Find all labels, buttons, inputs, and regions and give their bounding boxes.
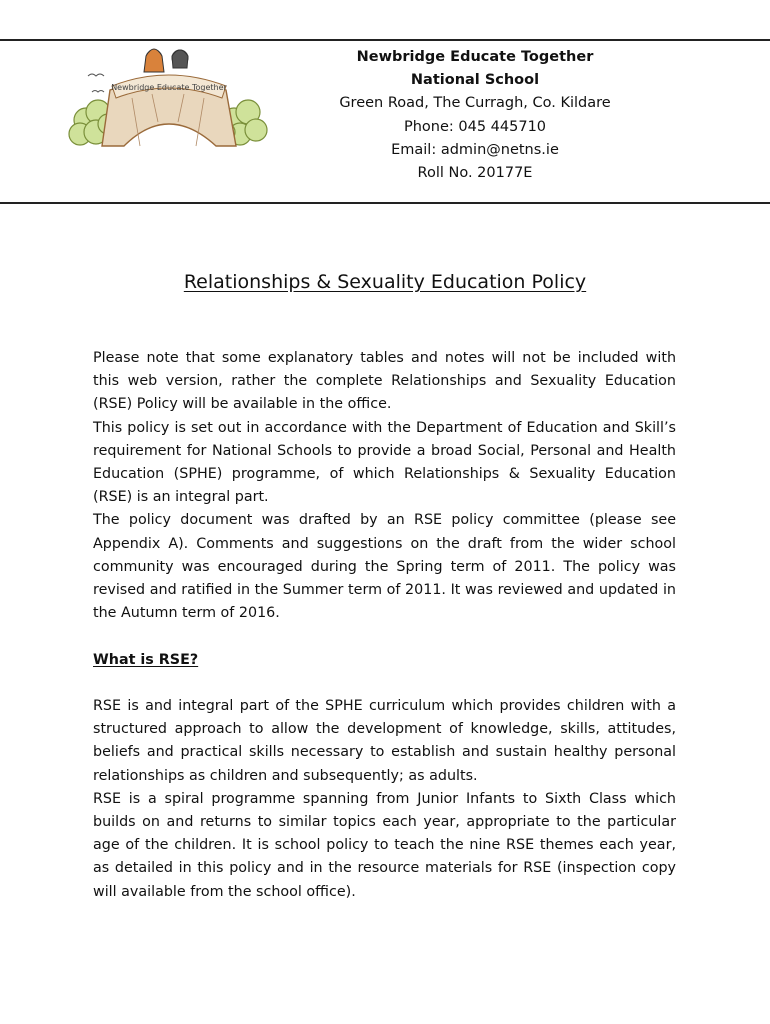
school-contact-block (330, 46, 620, 185)
school-phone: Phone: 045 445710 (403, 118, 547, 135)
school-logo (66, 42, 270, 154)
paragraph: This policy is set out in accordance with the Department of Education and Skill’s requirement for National Schools to provide a broad Social, Personal and Health Education (SPHE) programme, of which Relationships & Sexuality Education (RSE) is an integral part. (93, 419, 676, 506)
document-title: Relationships & Sexuality Education Policy (183, 271, 587, 293)
school-email: Email: admin@netns.ie (391, 141, 559, 158)
paragraph: The policy document was drafted by an RSE policy committee (please see Appendix A). Comments and suggestions on the draft from the wider school community was encouraged during the Spring term of 2011. The policy was revised and ratified in the Summer term of 2011. It was reviewed and updated in the Autumn term of 2016. (93, 512, 676, 622)
paragraph: Please note that some explanatory tables and notes will not be included with this web version, rather the complete Relationships and Sexuality Education (RSE) Policy will be available in the office. (93, 350, 676, 413)
logo-banner-text: Newbridge Educate Together (111, 83, 227, 92)
paragraph: RSE is and integral part of the SPHE curriculum which provides children with a structured approach to allow the development of knowledge, skills, attitudes, beliefs and practical skills necessary to establish and sustain healthy personal relationships as children and subsequently; as adults. (93, 698, 676, 784)
school-name-line2: National School (410, 72, 540, 89)
section-heading: What is RSE? (93, 651, 199, 668)
school-roll-number: Roll No. 20177E (417, 165, 533, 182)
document-body (93, 347, 676, 904)
paragraph: RSE is a spiral programme spanning from Junior Infants to Sixth Class which builds on and returns to similar topics each year, appropriate to the particular age of the children. It is school policy to teach the nine RSE themes each year, as detailed in this policy and in the resource materials for RSE (inspection copy will available from the school office). (93, 790, 676, 900)
header-top-rule (0, 39, 770, 41)
school-name-line1: Newbridge Educate Together (356, 49, 594, 65)
school-address: Green Road, The Curragh, Co. Kildare (339, 95, 611, 112)
header-bottom-rule (0, 202, 770, 204)
